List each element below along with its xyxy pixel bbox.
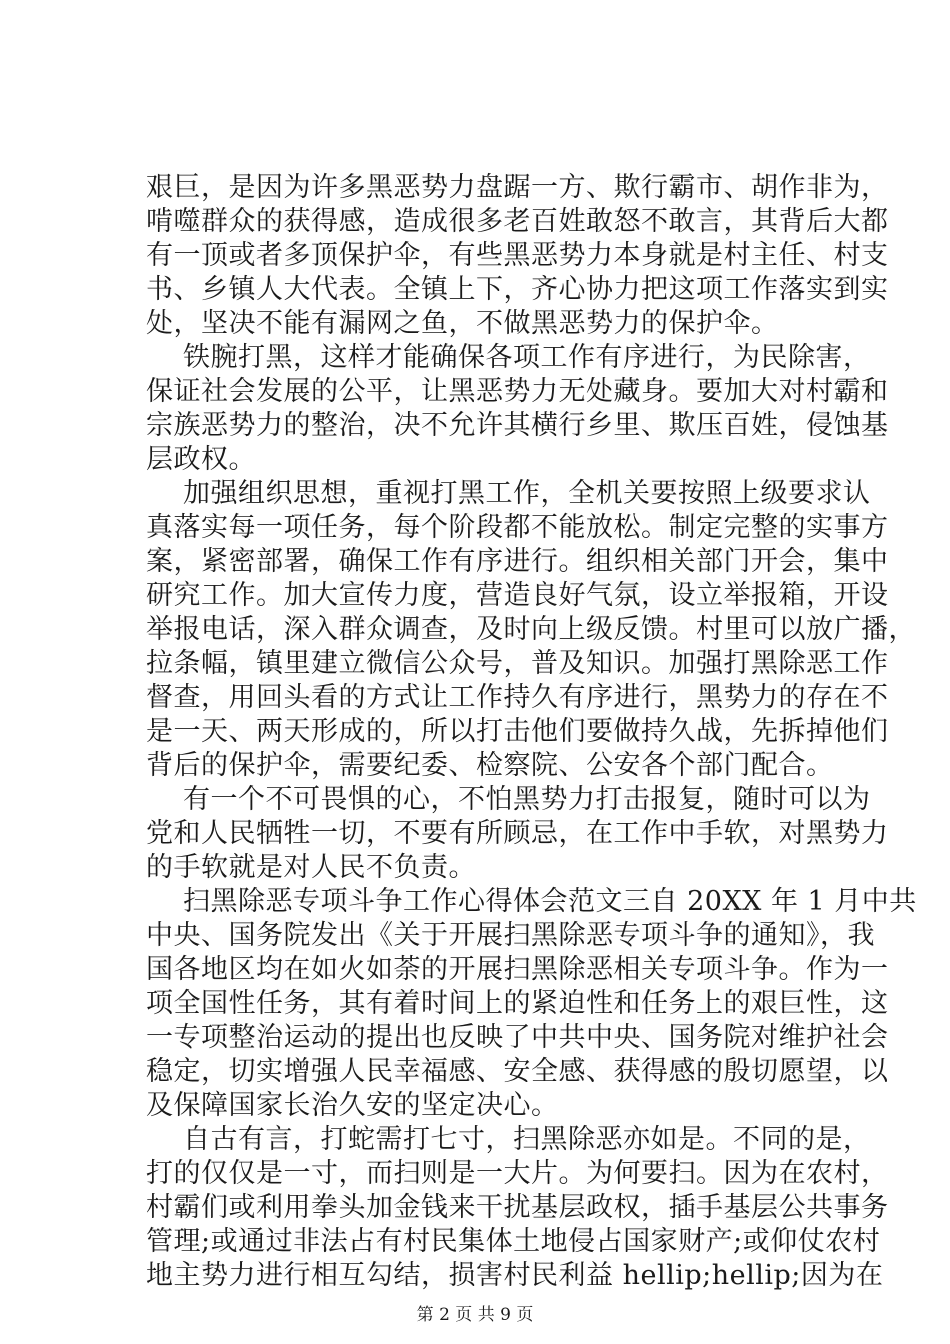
page-footer (0, 1300, 950, 1325)
text-line: 拉条幅，镇里建立微信公众号，普及知识。加强打黑除恶工作 (146, 648, 889, 679)
document-body (146, 171, 917, 1293)
text-line: 层政权。 (146, 444, 256, 475)
text-line: 有一个不可畏惧的心，不怕黑势力打击报复，随时可以为 (183, 784, 871, 815)
text-line: 中央、国务院发出《关于开展扫黑除恶专项斗争的通知》，我 (146, 920, 875, 951)
text-line: 稳定，切实增强人民幸福感、安全感、获得感的殷切愿望，以 (146, 1056, 889, 1087)
text-line: 一专项整治运动的提出也反映了中共中央、国务院对维护社会 (146, 1022, 889, 1053)
paragraph (146, 171, 889, 341)
text-line: 真落实每一项任务，每个阶段都不能放松。制定完整的实事方 (146, 512, 889, 543)
text-line: 案，紧密部署，确保工作有序进行。组织相关部门开会，集中 (146, 546, 889, 577)
text-line: 宗族恶势力的整治，决不允许其横行乡里、欺压百姓，侵蚀基 (146, 410, 889, 441)
paragraph (146, 477, 916, 783)
text-line: 村霸们或利用拳头加金钱来干扰基层政权，插手基层公共事务 (146, 1192, 889, 1223)
text-line: 举报电话，深入群众调查，及时向上级反馈。村里可以放广播， (146, 614, 916, 645)
paragraph (146, 341, 889, 477)
text-line: 自古有言，打蛇需打七寸，扫黑除恶亦如是。不同的是， (183, 1124, 871, 1155)
text-line: 背后的保护伞，需要纪委、检察院、公安各个部门配合。 (146, 750, 834, 781)
text-line: 是一天、两天形成的，所以打击他们要做持久战，先拆掉他们 (146, 716, 889, 747)
text-line: 党和人民牺牲一切，不要有所顾忌，在工作中手软，对黑势力 (146, 818, 889, 849)
text-line: 管理;或通过非法占有村民集体土地侵占国家财产;或仰仗农村 (146, 1226, 881, 1257)
text-line: 的手软就是对人民不负责。 (146, 852, 476, 883)
text-line: 督查，用回头看的方式让工作持久有序进行，黑势力的存在不 (146, 682, 889, 713)
text-line: 书、乡镇人大代表。全镇上下，齐心协力把这项工作落实到实 (146, 274, 889, 305)
text-line: 地主势力进行相互勾结，损害村民利益 hellip;hellip;因为在 (146, 1260, 884, 1291)
text-line: 项全国性任务，其有着时间上的紧迫性和任务上的艰巨性，这 (146, 988, 889, 1019)
text-line: 国各地区均在如火如荼的开展扫黑除恶相关专项斗争。作为一 (146, 954, 889, 985)
text-line: 打的仅仅是一寸，而扫则是一大片。为何要扫。因为在农村， (146, 1158, 889, 1189)
text-line: 保证社会发展的公平，让黑恶势力无处藏身。要加大对村霸和 (146, 376, 889, 407)
text-line: 研究工作。加大宣传力度，营造良好气氛，设立举报箱，开设 (146, 580, 889, 611)
paragraph (146, 783, 889, 885)
paragraph (146, 1123, 889, 1293)
text-line: 及保障国家长治久安的坚定决心。 (146, 1090, 559, 1121)
text-line: 铁腕打黑，这样才能确保各项工作有序进行，为民除害， (183, 342, 871, 373)
page-number: 第 2 页 共 9 页 (416, 1305, 534, 1325)
text-line: 扫黑除恶专项斗争工作心得体会范文三自 20XX 年 1 月中共 (183, 886, 917, 917)
text-line: 艰巨，是因为许多黑恶势力盘踞一方、欺行霸市、胡作非为， (146, 172, 889, 203)
text-line: 啃噬群众的获得感，造成很多老百姓敢怒不敢言，其背后大都 (146, 206, 889, 237)
text-line: 有一顶或者多顶保护伞，有些黑恶势力本身就是村主任、村支 (146, 240, 889, 271)
text-line: 加强组织思想，重视打黑工作，全机关要按照上级要求认 (183, 478, 871, 509)
paragraph (146, 885, 917, 1123)
text-line: 处，坚决不能有漏网之鱼，不做黑恶势力的保护伞。 (146, 308, 779, 339)
